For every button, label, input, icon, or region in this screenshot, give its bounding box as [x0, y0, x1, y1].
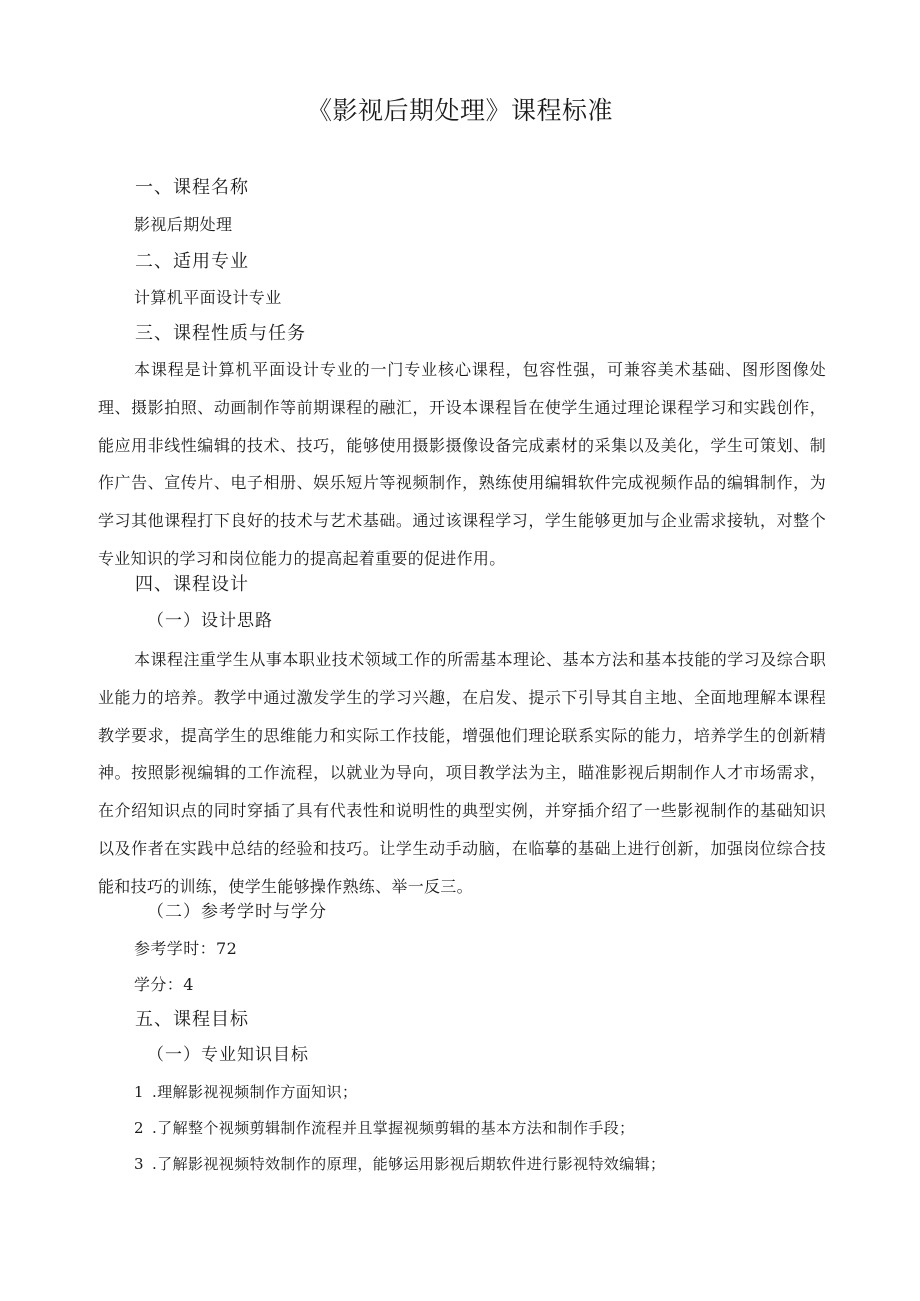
section-heading-course-design: 四、课程设计	[135, 574, 249, 595]
subsection-heading-knowledge-goals: （一）专业知识目标	[147, 1045, 309, 1065]
course-nature-paragraph: 本课程是计算机平面设计专业的一门专业核心课程，包容性强，可兼容美术基础、图形图像处理、摄影拍照、动画制作等前期课程的融汇，开设本课程旨在使学生通过理论课程学习和实践创作，能应用非线性编辑的技术、技巧，能够使用摄影摄像设备完成素材的采集以及美化，学生可策划、制作广告、宣传片、电子相册、娱乐短片等视频制作，熟练使用编辑软件完成视频作品的编辑制作，为学习其他课程打下良好的技术与艺术基础。通过该课程学习，学生能够更加与企业需求接轨，对整个专业知识的学习和岗位能力的提高起着重要的促进作用。	[98, 360, 826, 568]
list-item-number: 3	[134, 1155, 144, 1173]
reference-hours-text: 参考学时：72	[134, 939, 238, 958]
section-heading-course-nature: 三、课程性质与任务	[135, 323, 306, 344]
section-heading-course-name: 一、课程名称	[135, 177, 249, 198]
subsection-heading-hours-credits: （二）参考学时与学分	[147, 902, 327, 922]
list-item-text: .了解影视视频特效制作的原理，能够运用影视后期软件进行影视特效编辑；	[152, 1155, 666, 1173]
section-heading-applicable-major: 二、适用专业	[135, 251, 249, 272]
list-item	[134, 1081, 357, 1103]
document-title: 《影视后期处理》课程标准	[306, 96, 613, 125]
list-item-text: .理解影视视频制作方面知识；	[152, 1083, 358, 1101]
list-item-number: 2	[134, 1119, 144, 1137]
course-name-text: 影视后期处理	[134, 215, 233, 234]
section-heading-course-goals: 五、课程目标	[135, 1009, 249, 1030]
list-item	[134, 1153, 665, 1175]
list-item	[134, 1117, 635, 1139]
credits-text: 学分：4	[134, 975, 194, 994]
list-item-number: 1	[134, 1083, 144, 1101]
applicable-major-text: 计算机平面设计专业	[134, 288, 282, 307]
list-item-text: .了解整个视频剪辑制作流程并且掌握视频剪辑的基本方法和制作手段；	[152, 1119, 635, 1137]
design-idea-paragraph: 本课程注重学生从事本职业技术领域工作的所需基本理论、基本方法和基本技能的学习及综合职业能力的培养。教学中通过激发学生的学习兴趣，在启发、提示下引导其自主地、全面地理解本课程教学要求，提高学生的思维能力和实际工作技能，增强他们理论联系实际的能力，培养学生的创新精神。按照影视编辑的工作流程，以就业为导向，项目教学法为主，瞄准影视后期制作人才市场需求，在介绍知识点的同时穿插了具有代表性和说明性的典型实例，并穿插介绍了一些影视制作的基础知识以及作者在实践中总结的经验和技巧。让学生动手动脑，在临摹的基础上进行创新，加强岗位综合技能和技巧的训练，使学生能够操作熟练、举一反三。	[98, 650, 826, 896]
subsection-heading-design-idea: （一）设计思路	[147, 611, 273, 631]
